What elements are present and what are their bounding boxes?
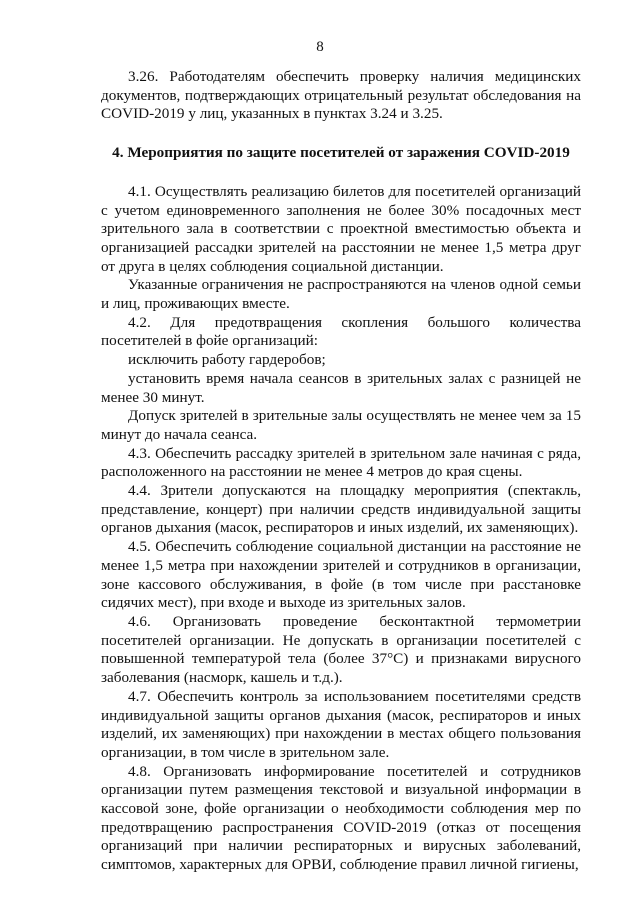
paragraph-4-6: 4.6. Организовать проведение бесконтактной термометрии посетителей организации. Не допускать в организации посетителей с повышенной температурой тела (более 37°С) и признаками вирусного заболевания (насморк, кашель и т.д.). [101, 612, 581, 687]
paragraph-4-8: 4.8. Организовать информирование посетителей и сотрудников организации путем размещения текстовой и визуальной информации в кассовой зоне, фойе организации о необходимости соблюдения мер по предотвращению распространения COVID-2019 (отказ от посещения организаций при наличии респираторных и вирусных заболеваний, симптомов, характерных для ОРВИ, соблюдение правил личной гигиены, [101, 762, 581, 874]
paragraph-4-2: 4.2. Для предотвращения скопления большого количества посетителей в фойе организаций: [101, 313, 581, 350]
page-content [101, 68, 581, 875]
paragraph-4-1: 4.1. Осуществлять реализацию билетов для посетителей организаций с учетом единовременного заполнения не более 30% посадочных мест зрительного зала в соответствии с проектной вместимостью объекта и организацией рассадки зрителей на расстоянии не менее 1,5 метра друг от друга в целях соблюдения социальной дистанции. [101, 182, 581, 275]
paragraph-4-7: 4.7. Обеспечить контроль за использованием посетителями средств индивидуальной защиты органов дыхания (масок, респираторов и иных изделий, их заменяющих) при нахождении в местах общего пользования организации, в том числе в зрительном зале. [101, 687, 581, 761]
section-heading: 4. Мероприятия по защите посетителей от заражения COVID-2019 [112, 144, 570, 162]
list-item-session-times: установить время начала сеансов в зрительных залах с разницей не менее 30 минут. [101, 369, 581, 406]
paragraph-4-3: 4.3. Обеспечить рассадку зрителей в зрительном зале начиная с ряда, расположенного на расстоянии не менее 4 метров до края сцены. [101, 444, 581, 481]
list-item-cloakroom: исключить работу гардеробов; [128, 351, 326, 369]
paragraph-3-26: 3.26. Работодателям обеспечить проверку наличия медицинских документов, подтверждающих отрицательный результат обследования на COVID-2019 у лиц, указанных в пунктах 3.24 и 3.25. [101, 68, 581, 123]
paragraph-limits-note: Указанные ограничения не распространяются на членов одной семьи и лиц, проживающих вместе. [101, 276, 581, 313]
paragraph-4-5: 4.5. Обеспечить соблюдение социальной дистанции на расстояние не менее 1,5 метра при нахождении зрителей и сотрудников в организации, зоне кассового обслуживания, в фойе (в том числе при расстановке сидячих мест), при входе и выходе из зрительных залов. [101, 538, 581, 612]
paragraph-4-4: 4.4. Зрители допускаются на площадку мероприятия (спектакль, представление, концерт) при наличии средств индивидуальной защиты органов дыхания (масок, респираторов и иных изделий, их заменяющих). [101, 482, 581, 537]
paragraph-admission: Допуск зрителей в зрительные залы осуществлять не менее чем за 15 минут до начала сеанса. [101, 407, 581, 443]
page-number: 8 [316, 39, 324, 55]
